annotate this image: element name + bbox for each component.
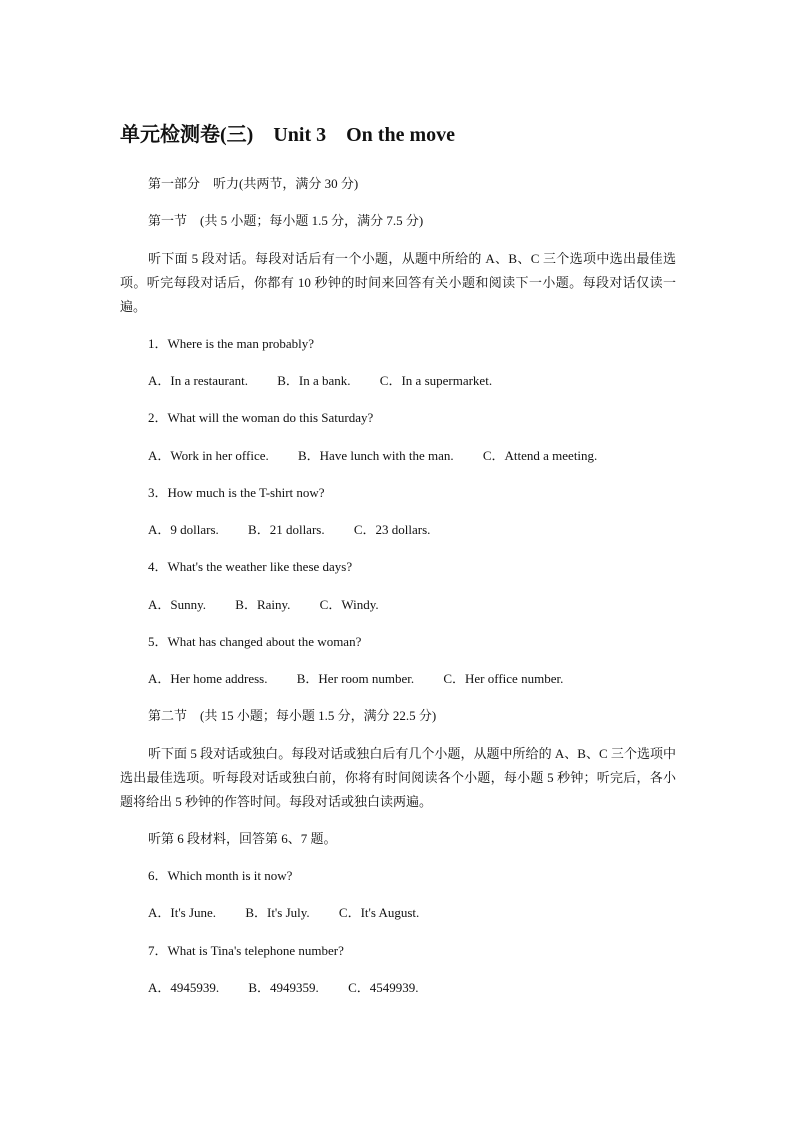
- option-1a: A．In a restaurant.: [148, 373, 248, 388]
- section2-instructions: 听下面 5 段对话或独白。每段对话或独白后有几个小题，从题中所给的 A、B、C 三个选项中选出最佳选项。听每段对话或独白前，你将有时间阅读各个小题，每小题 5 秒钟；听完后，各小题将给出 5 秒钟的作答时间。每段对话或独白读两遍。: [120, 746, 676, 809]
- option-3a: A．9 dollars.: [148, 522, 219, 537]
- question-2: 2．What will the woman do this Saturday?: [148, 410, 374, 425]
- option-2a: A．Work in her office.: [148, 448, 269, 463]
- option-5c: C．Her office number.: [443, 671, 564, 686]
- question-6: 6．Which month is it now?: [148, 868, 293, 883]
- option-1b: B．In a bank.: [277, 373, 351, 388]
- options-3: [148, 520, 430, 540]
- option-3c: C．23 dollars.: [353, 522, 431, 537]
- question-4: 4．What's the weather like these days?: [148, 559, 353, 574]
- options-7: [148, 978, 418, 998]
- option-7a: A．4945939.: [148, 980, 220, 995]
- options-6: [148, 903, 419, 923]
- question-3: 3．How much is the T-shirt now?: [148, 485, 325, 500]
- part1-heading: 第一部分 听力(共两节，满分 30 分): [148, 176, 359, 191]
- option-7b: B．4949359.: [248, 980, 319, 995]
- section1-heading: 第一节 (共 5 小题；每小题 1.5 分，满分 7.5 分): [148, 213, 424, 228]
- question-5: 5．What has changed about the woman?: [148, 634, 362, 649]
- option-6a: A．It's June.: [148, 905, 217, 920]
- option-6b: B．It's July.: [245, 905, 310, 920]
- material-note: 听第 6 段材料，回答第 6、7 题。: [148, 831, 337, 846]
- option-2b: B．Have lunch with the man.: [297, 448, 454, 463]
- option-4c: C．Windy.: [319, 597, 379, 612]
- question-7: 7．What is Tina's telephone number?: [148, 943, 344, 958]
- options-1: [148, 371, 492, 391]
- options-5: [148, 669, 563, 689]
- options-2: [148, 446, 597, 466]
- option-4b: B．Rainy.: [235, 597, 291, 612]
- option-1c: C．In a supermarket.: [379, 373, 493, 388]
- option-6c: C．It's August.: [338, 905, 420, 920]
- page-title: 单元检测卷(三) Unit 3 On the move: [120, 124, 455, 146]
- question-1: 1．Where is the man probably?: [148, 336, 315, 351]
- option-7c: C．4549939.: [348, 980, 419, 995]
- option-5a: A．Her home address.: [148, 671, 268, 686]
- section1-instructions: 听下面 5 段对话。每段对话后有一个小题，从题中所给的 A、B、C 三个选项中选出最佳选项。听完每段对话后，你都有 10 秒钟的时间来回答有关小题和阅读下一小题。每段对话仅读一遍。: [120, 251, 676, 314]
- option-3b: B．21 dollars.: [248, 522, 325, 537]
- option-2c: C．Attend a meeting.: [482, 448, 598, 463]
- option-5b: B．Her room number.: [296, 671, 415, 686]
- options-4: [148, 595, 379, 615]
- option-4a: A．Sunny.: [148, 597, 207, 612]
- section2-heading: 第二节 (共 15 小题；每小题 1.5 分，满分 22.5 分): [148, 708, 437, 723]
